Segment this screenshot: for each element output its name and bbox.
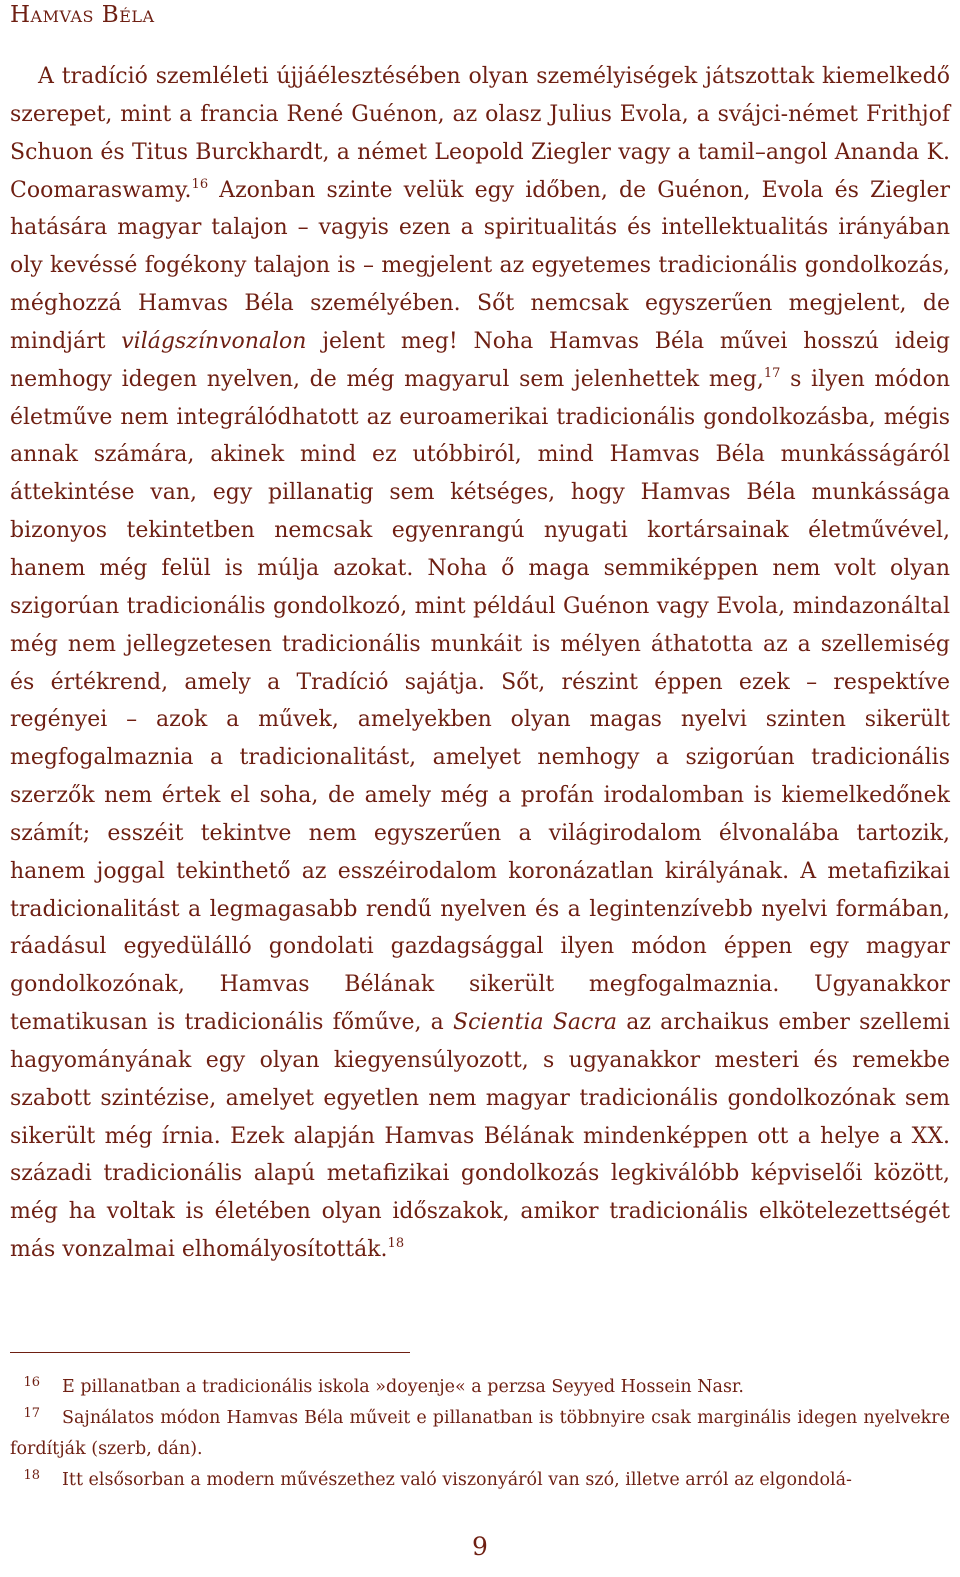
footnote-separator [10,1352,410,1353]
paragraph-text-5: az archaikus ember szellemi hagyományának egy olyan kiegyensúlyozott, s ugyanakkor mesteri és remekbe szabott szintézise, amelyet egyetlen nem magyar tradicionális gondolkozónak sem sikerült még írnia. Ezek alapján Hamvas Bélának mindenképpen ott a helye a XX. századi tradicionális alapú metafizikai gondolkozás legkiválóbb képviselői között, még ha voltak is életében olyan időszakok, amikor tradicionális elkötelezettségét más vonzalmai elhomályosították. [10,1010,951,1263]
footnote-18: 18 Itt elsősorban a modern művészethez való viszonyáról van szó, illetve arról az elgondolá- [23,1468,852,1490]
paragraph-text-2: Azonban szinte velük egy időben, de Guénon, Evola és Ziegler hatására magyar talajon – vagyis ezen a spiritualitás és intellektualitás irányában oly kevéssé fogékony talajon is – megjelent az egyetemes tradicionális gondolkozás, méghozzá Hamvas Béla személyében. Sőt nemcsak egyszerűen megjelent, de mindjárt [10,177,950,354]
paragraph-text-4: s ilyen módon életműve nem integrálódhatott az euroamerikai tradicionális gondolkozásba, mégis annak számára, akinek mind ez utóbbiról, mind Hamvas Béla munkásságáról áttekintése van, egy pillanatig sem kétséges, hogy Hamvas Béla munkássága bizonyos tekintetben nemcsak egyenrangú nyugati kortársainak életművével, hanem még felül is múlja azokat. Noha ő maga semmiképpen nem volt olyan szigorúan tradicionális gondolkozó, mint például Guénon vagy Evola, mindazonáltal még nem jellegzetesen tradicionális munkáit is mélyen áthatotta az a szellemiség és értékrend, amely a Tradíció sajátja. Sőt, részint éppen ezek – respektíve regényei – azok a művek, amelyekben olyan magas nyelvi szinten sikerült megfogalmaznia a tradicionalitást, amelyet nemhogy a szigorúan tradicionális szerzők nem értek el soha, de amely még a profán irodalomban is kiemelkedőnek számít; esszéit tekintve nem egyszerűen a világirodalom élvonalába tartozik, hanem joggal tekinthető az esszéirodalom koronázatlan királyának. A metafizikai tradicionalitást a legmagasabb rendű nyelven és a legintenzívebb nyelvi formában, ráadásul egyedülálló gondolati gazdagsággal ilyen módon éppen egy magyar gondolkozónak, Hamvas Bélának sikerült megfogalmaznia. Ugyanakkor tematikusan is tradicionális főműve, a [10,366,951,1036]
footnote-ref-16[interactable]: 16 [191,176,209,192]
footnote-17: 17 Sajnálatos módon Hamvas Béla műveit e pillanatban is többnyire csak marginális idegen nyelvekre fordítják (szerb, dán). [10,1406,950,1459]
footnote-text: Itt elsősorban a modern művészethez való viszonyáról van szó, illetve arról az elgondolá- [62,1470,852,1490]
running-head: Hamvas Béla [10,2,155,28]
footnotes [10,1372,950,1496]
footnote-text: Sajnálatos módon Hamvas Béla műveit e pillanatban is többnyire csak marginális idegen nyelvekre fordítják (szerb, dán). [10,1408,950,1459]
main-paragraph [10,58,950,1269]
emphasis-vilagszinvonalon: világszínvonalon [121,328,307,354]
footnote-ref-18[interactable]: 18 [387,1236,405,1252]
page-number: 9 [472,1532,488,1561]
paragraph-text-1: A tradíció szemléleti újjáélesztésében olyan személyiségek játszottak kiemelkedő szerepet, mint a francia René Guénon, az olasz Julius Evola, a svájci-német Frithjof Schuon és Titus Burckhardt, a német Leopold Ziegler vagy a tamil–angol Ananda K. Coomaraswamy. [10,64,950,203]
book-title-scientia-sacra: Scientia Sacra [453,1010,617,1036]
footnote-ref-17[interactable]: 17 [763,365,781,381]
footnote-text: E pillanatban a tradicionális iskola »doyenje« a perzsa Seyyed Hossein Nasr. [62,1377,744,1397]
footnote-16: 16 E pillanatban a tradicionális iskola »doyenje« a perzsa Seyyed Hossein Nasr. [23,1375,744,1397]
paragraph-text-3: jelent meg! Noha Hamvas Béla művei hosszú ideig nemhogy idegen nyelven, de még magyarul sem jelenhettek meg, [10,328,951,392]
